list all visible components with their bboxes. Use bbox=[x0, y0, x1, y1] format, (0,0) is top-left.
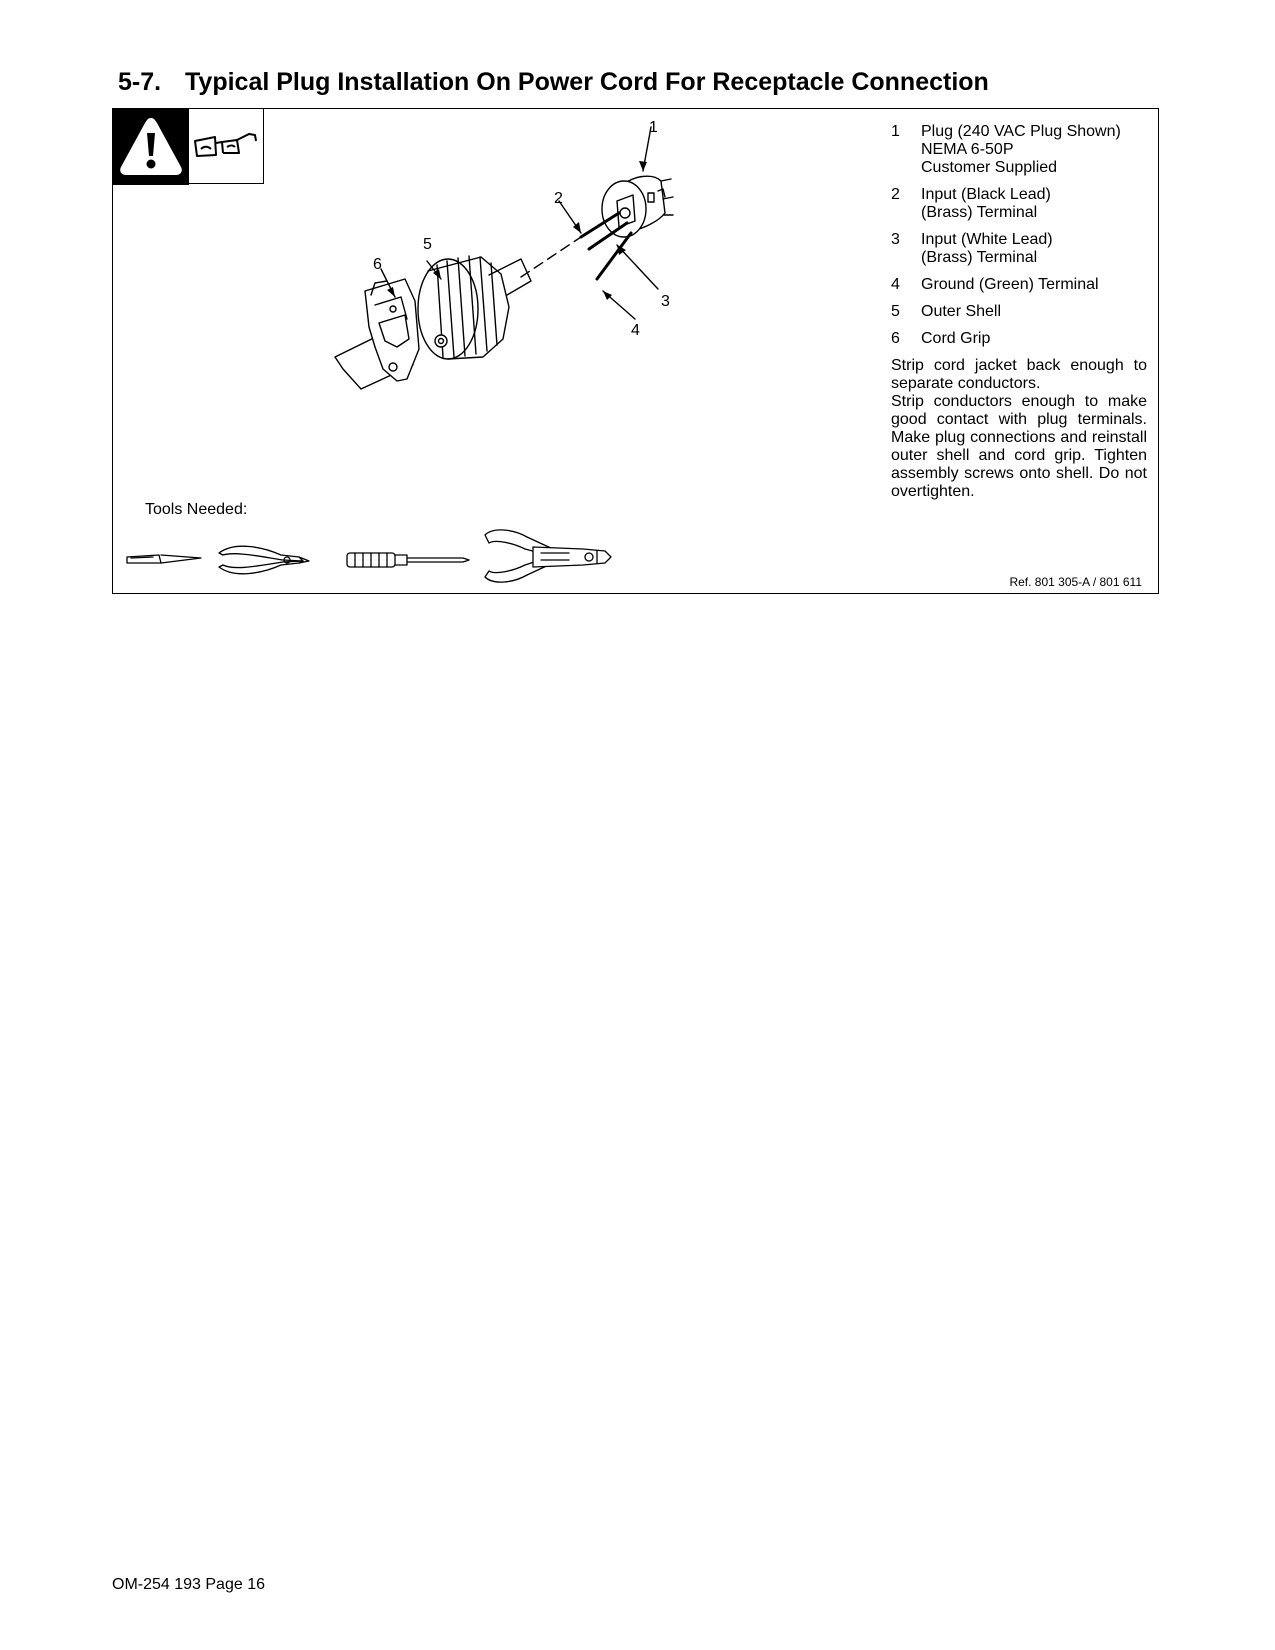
legend-number: 4 bbox=[891, 276, 900, 293]
legend-number: 2 bbox=[891, 186, 900, 203]
section-title bbox=[118, 68, 989, 97]
reference-number: Ref. 801 305-A / 801 611 bbox=[1009, 575, 1142, 589]
legend-text: Plug (240 VAC Plug Shown) NEMA 6-50P Customer Supplied bbox=[921, 123, 1121, 176]
legend-number: 5 bbox=[891, 303, 900, 320]
diagonal-cutters-icon bbox=[219, 546, 309, 574]
legend-number: 6 bbox=[891, 330, 900, 347]
legend-item bbox=[891, 276, 1147, 294]
legend-item bbox=[891, 186, 1147, 222]
screwdriver-icon bbox=[347, 553, 469, 567]
legend-number: 3 bbox=[891, 231, 900, 248]
instructions-text: Strip cord jacket back enough to separate conductors. Strip conductors enough to make good contact with plug terminals. Make plug connections and reinstall outer shell and cord grip. Tighten assembly screws onto shell. Do not overtighten. bbox=[891, 357, 1147, 500]
plug-body bbox=[602, 176, 673, 237]
instruction-frame bbox=[112, 108, 1159, 594]
knife-icon bbox=[127, 555, 201, 563]
tools-row bbox=[123, 527, 643, 587]
callout-1: 1 bbox=[649, 119, 658, 136]
legend bbox=[891, 123, 1147, 501]
legend-item bbox=[891, 330, 1147, 348]
callout-6: 6 bbox=[373, 256, 382, 273]
callout-3: 3 bbox=[661, 293, 670, 310]
plug-assembly-illustration bbox=[313, 109, 813, 429]
section-number: 5-7. bbox=[118, 68, 162, 96]
callout-4: 4 bbox=[631, 322, 640, 339]
wire-stripper-icon bbox=[485, 530, 611, 582]
legend-number: 1 bbox=[891, 123, 900, 140]
warning-symbol-box bbox=[113, 109, 189, 185]
legend-item bbox=[891, 231, 1147, 267]
legend-item bbox=[891, 303, 1147, 321]
page-footer: OM-254 193 Page 16 bbox=[112, 1576, 265, 1593]
safety-glasses-box bbox=[189, 109, 264, 184]
callout-5: 5 bbox=[423, 236, 432, 253]
legend-text: Input (White Lead) (Brass) Terminal bbox=[921, 231, 1053, 266]
legend-text: Input (Black Lead) (Brass) Terminal bbox=[921, 186, 1051, 221]
legend-text: Ground (Green) Terminal bbox=[921, 276, 1099, 293]
legend-text: Cord Grip bbox=[921, 330, 991, 347]
safety-glasses-icon bbox=[189, 109, 262, 182]
legend-item bbox=[891, 123, 1147, 177]
warning-triangle-icon bbox=[113, 109, 189, 185]
legend-text: Outer Shell bbox=[921, 303, 1002, 320]
tools-needed-label: Tools Needed: bbox=[145, 501, 248, 518]
section-heading: Typical Plug Installation On Power Cord For Receptacle Connection bbox=[185, 68, 989, 96]
callout-2: 2 bbox=[554, 190, 563, 207]
